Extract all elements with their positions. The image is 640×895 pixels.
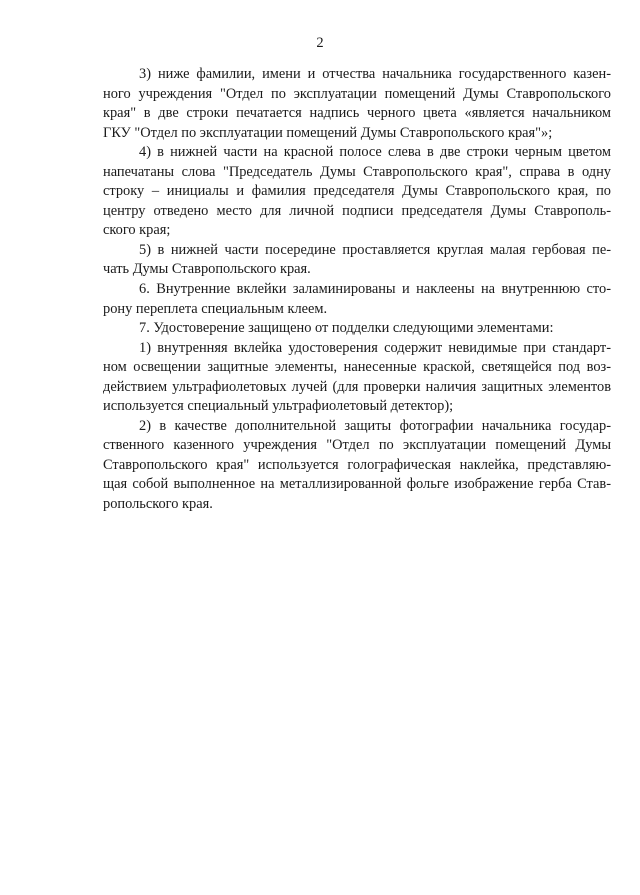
text-line: 7. Удостоверение защищено от подделки следующими элементами: <box>139 320 554 337</box>
text-line: 6. Внутренние вклейки заламинированы и наклеены на внутреннюю сто- <box>139 281 611 298</box>
text-line: ного учреждения "Отдел по эксплуатации помещений Думы Ставропольского <box>103 85 611 102</box>
text-line: ского края; <box>103 222 171 239</box>
text-line: 5) в нижней части посередине проставляется круглая малая гербовая пе- <box>139 241 611 258</box>
text-line: действием ультрафиолетовых лучей (для проверки наличия защитных элементов <box>103 378 611 395</box>
text-line: рону переплета специальным клеем. <box>103 300 328 317</box>
text-line: строку – инициалы и фамилия председателя Думы Ставропольского края, по <box>103 183 611 200</box>
text-line: 2) в качестве дополнительной защиты фотографии начальника государ- <box>139 417 611 434</box>
text-line: 4) в нижней части на красной полосе слева в две строки черным цветом <box>139 144 611 161</box>
document-body <box>103 65 611 515</box>
text-line: центру отведено место для личной подписи председателя Думы Ставрополь- <box>103 202 611 219</box>
text-line: ном освещении защитные элементы, нанесенные краской, светящейся под воз- <box>103 359 611 376</box>
text-line: края" в две строки печатается надпись черного цвета «является начальником <box>103 105 611 122</box>
text-line: щая собой выполненное на металлизированной фольге изображение герба Став- <box>103 476 611 493</box>
text-line: ропольского края. <box>103 496 213 513</box>
text-line: Ставропольского края" используется голографическая наклейка, представляю- <box>103 456 611 473</box>
text-line: 3) ниже фамилии, имени и отчества начальника государственного казен- <box>139 66 611 82</box>
text-line: 1) внутренняя вклейка удостоверения содержит невидимые при стандарт- <box>139 339 611 356</box>
text-line: используется специальный ультрафиолетовый детектор); <box>103 398 454 415</box>
text-line: ственного казенного учреждения "Отдел по эксплуатации помещений Думы <box>103 437 611 454</box>
text-line: ГКУ "Отдел по эксплуатации помещений Думы Ставропольского края"»; <box>103 124 553 141</box>
text-line: чать Думы Ставропольского края. <box>103 261 311 278</box>
text-line: напечатаны слова "Председатель Думы Ставропольского края", справа в одну <box>103 163 611 180</box>
page-number: 2 <box>316 35 324 51</box>
